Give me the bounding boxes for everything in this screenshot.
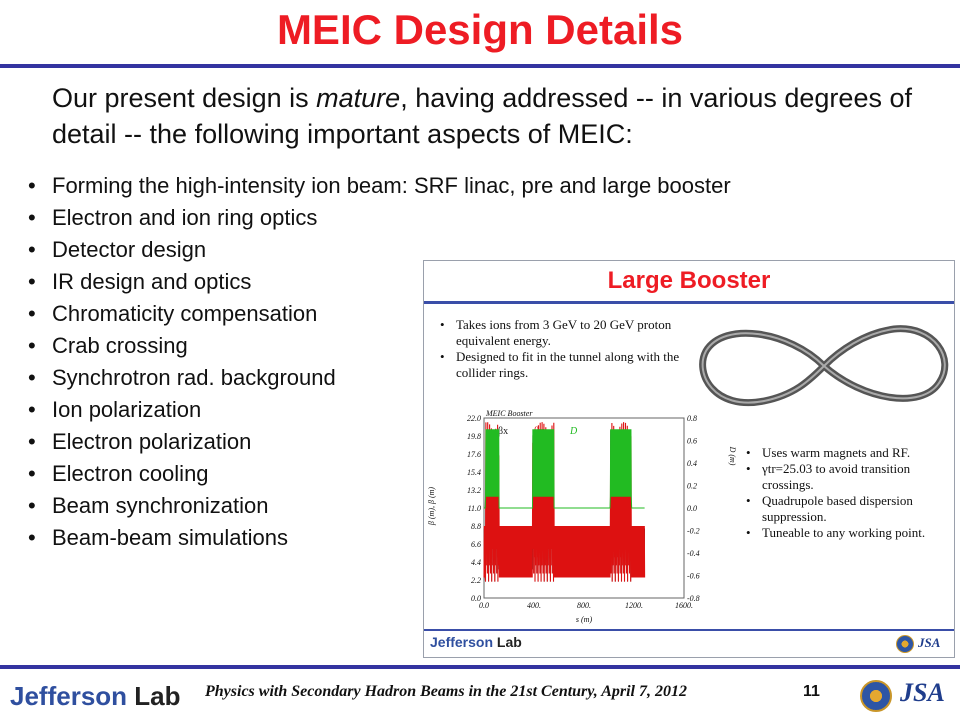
y-axis-label: β (m), β (m)	[427, 486, 436, 526]
y-tick-label: 8.8	[471, 522, 481, 531]
x-tick-label: 1600.	[675, 601, 693, 610]
booster-optics-chart	[424, 406, 744, 628]
aspect-item: • Electron and ion ring optics	[28, 202, 928, 234]
inset-bullets-top	[438, 317, 688, 381]
chart-title: MEIC Booster	[486, 409, 533, 418]
legend-beta-y: βy	[534, 426, 545, 437]
y2-tick-label: -0.6	[687, 571, 700, 581]
y2-tick-label: 0.2	[687, 481, 697, 491]
aspect-item: • Crab crossing	[28, 330, 928, 362]
aspect-item: • Chromaticity compensation	[28, 298, 928, 330]
inset-bullet: • Tuneable to any working point.	[744, 525, 944, 541]
doe-seal-icon	[860, 680, 892, 712]
aspect-item: • Beam-beam simulations	[28, 522, 928, 554]
title-divider	[0, 64, 960, 68]
aspect-item: • Forming the high-intensity ion beam: SRF linac, pre and large booster	[28, 170, 928, 202]
legend-beta-x: βx	[498, 426, 509, 437]
dispersion-series	[484, 429, 645, 508]
slide-title: MEIC Design Details	[276, 6, 684, 53]
x-tick-label: 800.	[577, 601, 591, 610]
inset-title: Large Booster	[607, 267, 771, 294]
legend-dispersion: D	[570, 426, 578, 437]
y-tick-label: 19.8	[467, 432, 481, 441]
aspect-item: • Detector design	[28, 234, 928, 266]
y2-tick-label: 0.8	[687, 414, 697, 423]
inset-bullet: • Takes ions from 3 GeV to 20 GeV proton equivalent energy.	[438, 317, 688, 349]
figure-eight-ring-icon	[694, 311, 954, 421]
y-tick-label: 15.4	[467, 468, 481, 477]
aspect-item: • Beam synchronization	[28, 490, 928, 522]
inset-jsa-logo: JSA	[918, 635, 941, 650]
y2-axis-label: D (m)	[728, 446, 737, 466]
y-tick-label: 22.0	[467, 414, 481, 423]
inset-title-divider	[424, 301, 954, 304]
aspect-item: • Electron polarization	[28, 426, 928, 458]
y-tick-label: 0.0	[471, 594, 481, 603]
inset-footer-divider	[424, 629, 954, 631]
y2-tick-label: 0.0	[687, 504, 697, 513]
large-booster-inset	[423, 260, 955, 658]
y2-tick-label: 0.4	[687, 459, 697, 468]
x-tick-label: 1200.	[625, 601, 643, 610]
aspect-item: • Ion polarization	[28, 394, 928, 426]
footer-citation: Physics with Secondary Hadron Beams in the 21st Century, April 7, 2012	[205, 683, 687, 700]
inset-bullet: • Designed to fit in the tunnel along with the collider rings.	[438, 349, 688, 381]
inset-bullet: • Uses warm magnets and RF.	[744, 445, 944, 461]
y2-tick-label: -0.8	[687, 594, 700, 603]
inset-bullet: • Quadrupole based dispersion suppression.	[744, 493, 944, 525]
y-tick-label: 17.6	[467, 450, 481, 459]
inset-bullets-right	[744, 445, 944, 541]
y2-tick-label: -0.2	[687, 526, 700, 536]
jsa-logo: JSA	[900, 678, 945, 707]
footer-divider	[0, 665, 960, 669]
x-tick-label: 0.0	[479, 601, 489, 610]
y-tick-label: 13.2	[467, 486, 481, 495]
y-tick-label: 4.4	[471, 558, 481, 567]
y-tick-label: 11.0	[467, 504, 481, 513]
jefferson-lab-logo: Jefferson Lab	[10, 681, 181, 711]
intro-emphasis: mature	[316, 83, 401, 113]
inset-bullet: • γtr=25.03 to avoid transition crossings.	[744, 461, 944, 493]
intro-pre: Our present design is	[52, 83, 317, 113]
inset-jefferson-lab-logo: Jefferson Lab	[430, 634, 522, 650]
intro-paragraph	[52, 80, 932, 152]
y2-tick-label: 0.6	[687, 436, 697, 446]
y-tick-label: 2.2	[471, 576, 481, 585]
aspect-item: • IR design and optics	[28, 266, 928, 298]
aspect-item: • Synchrotron rad. background	[28, 362, 928, 394]
doe-seal-icon	[896, 635, 914, 653]
intro-post: , having addressed -- in various degrees of detail -- the following important aspects of MEIC:	[52, 83, 912, 149]
page-number: 11	[803, 683, 820, 700]
y-tick-label: 6.6	[471, 540, 481, 549]
y2-tick-label: -0.4	[687, 549, 700, 558]
aspect-item: • Electron cooling	[28, 458, 928, 490]
x-axis-label: s (m)	[575, 615, 593, 624]
x-tick-label: 400.	[527, 601, 541, 610]
